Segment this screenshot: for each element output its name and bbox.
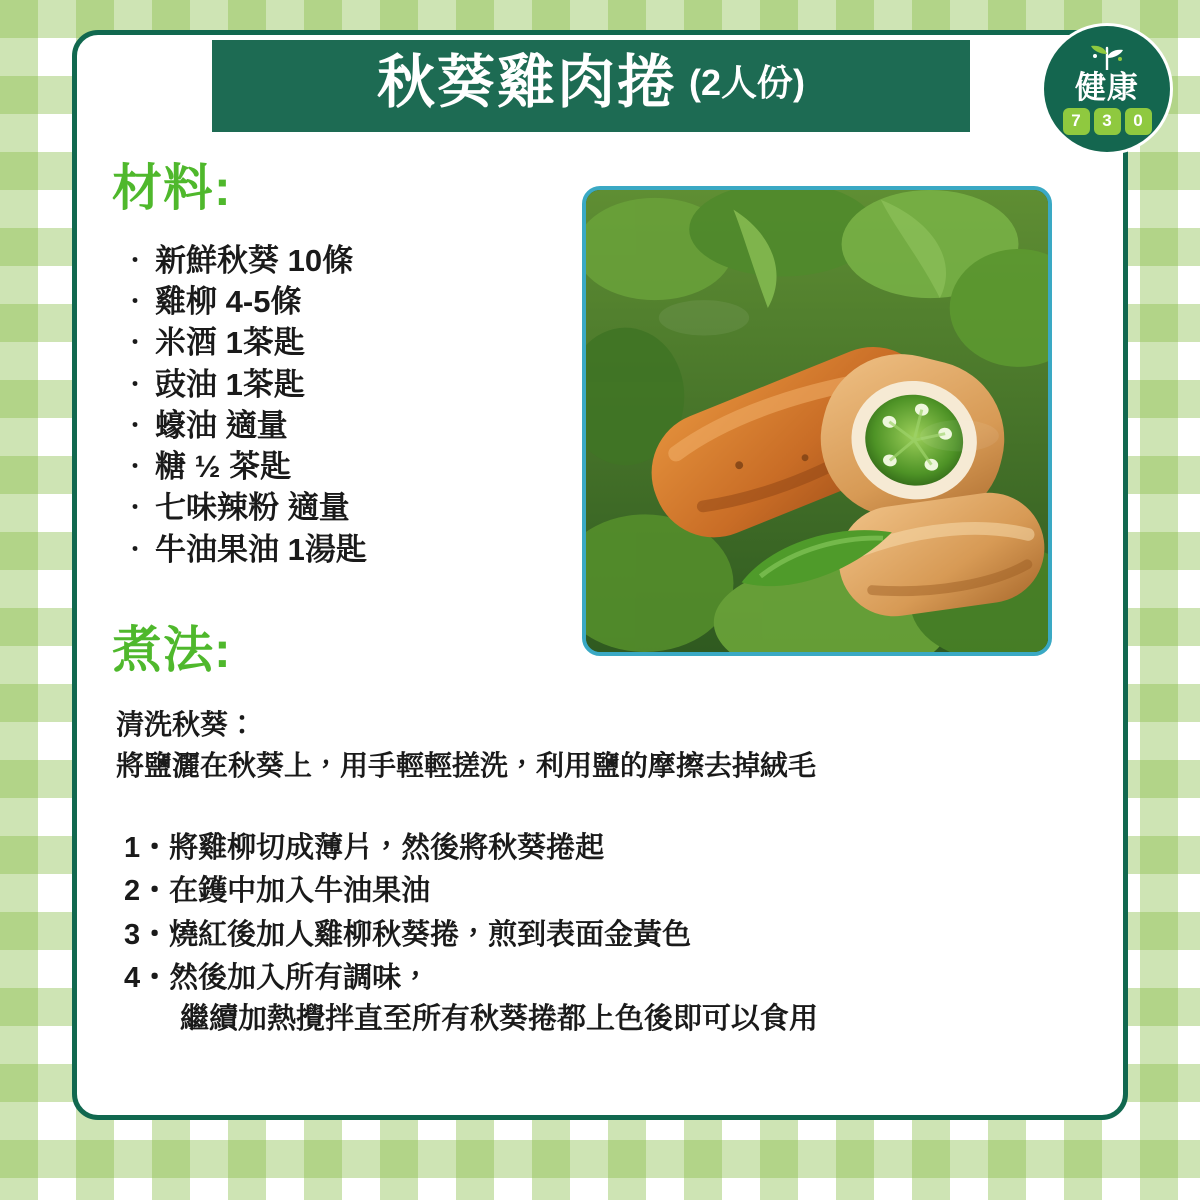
bullet-icon: ・ bbox=[124, 536, 147, 562]
ingredients-heading: 材料: bbox=[112, 160, 232, 216]
ingredient-text: 糖 ½ 茶匙 bbox=[155, 449, 292, 485]
ingredient-text: 雞柳 4-5條 bbox=[155, 284, 302, 320]
brand-number-7: 7 bbox=[1063, 108, 1090, 135]
list-item bbox=[116, 958, 986, 1040]
ingredient-text: 新鮮秋葵 10條 bbox=[155, 243, 354, 278]
bullet-icon: ・ bbox=[124, 412, 147, 438]
method-note-body: 將鹽灑在秋葵上，用手輕輕搓洗，利用鹽的摩擦去掉絨毛 bbox=[116, 749, 817, 781]
dish-photo-illustration bbox=[586, 190, 1048, 652]
list-item bbox=[124, 240, 554, 281]
step-4-continuation: 繼續加熱攪拌直至所有秋葵捲都上色後即可以食用 bbox=[180, 1002, 819, 1035]
method-heading: 煮法: bbox=[112, 622, 232, 678]
ingredients-list bbox=[124, 240, 554, 570]
bullet-icon: ・ bbox=[124, 248, 147, 273]
bullet-icon: ・ bbox=[124, 495, 147, 521]
ingredient-text: 豉油 1茶匙 bbox=[155, 366, 305, 402]
list-item: 1・將雞柳切成薄片，然後將秋葵捲起 bbox=[124, 832, 605, 865]
servings-label: (2人份) bbox=[689, 62, 805, 103]
bullet-icon: ・ bbox=[124, 289, 147, 315]
list-item bbox=[124, 487, 554, 528]
list-item bbox=[124, 446, 554, 487]
list-item bbox=[124, 281, 554, 322]
ingredient-text: 米酒 1茶匙 bbox=[155, 325, 305, 361]
sprout-icon bbox=[1077, 44, 1137, 70]
method-steps-list bbox=[116, 828, 986, 1040]
list-item: 2・在鑊中加入牛油果油 bbox=[124, 875, 431, 908]
ingredient-text: 牛油果油 1湯匙 bbox=[155, 531, 367, 567]
step-4-text: 4・然後加入所有調味， bbox=[124, 961, 431, 994]
brand-number-0: 0 bbox=[1125, 108, 1152, 135]
bullet-icon: ・ bbox=[124, 371, 147, 397]
page-title: 秋葵雞肉捲 bbox=[376, 50, 677, 115]
list-item bbox=[124, 322, 554, 363]
title-banner bbox=[212, 40, 970, 132]
method-note-title: 清洗秋葵： bbox=[116, 709, 257, 740]
ingredient-text: 蠔油 適量 bbox=[155, 407, 288, 443]
list-item bbox=[124, 405, 554, 446]
brand-number-3: 3 bbox=[1094, 108, 1121, 135]
brand-numbers bbox=[1063, 108, 1152, 135]
method-block bbox=[116, 705, 986, 1042]
brand-name: 健康 bbox=[1075, 69, 1139, 105]
list-item bbox=[124, 529, 554, 570]
dish-photo bbox=[582, 186, 1052, 656]
brand-logo bbox=[1044, 26, 1170, 152]
list-item bbox=[124, 364, 554, 405]
ingredient-text: 七味辣粉 適量 bbox=[155, 490, 350, 526]
bullet-icon: ・ bbox=[124, 454, 147, 480]
list-item: 3・燒紅後加人雞柳秋葵捲，煎到表面金黃色 bbox=[124, 918, 692, 951]
bullet-icon: ・ bbox=[124, 330, 147, 356]
